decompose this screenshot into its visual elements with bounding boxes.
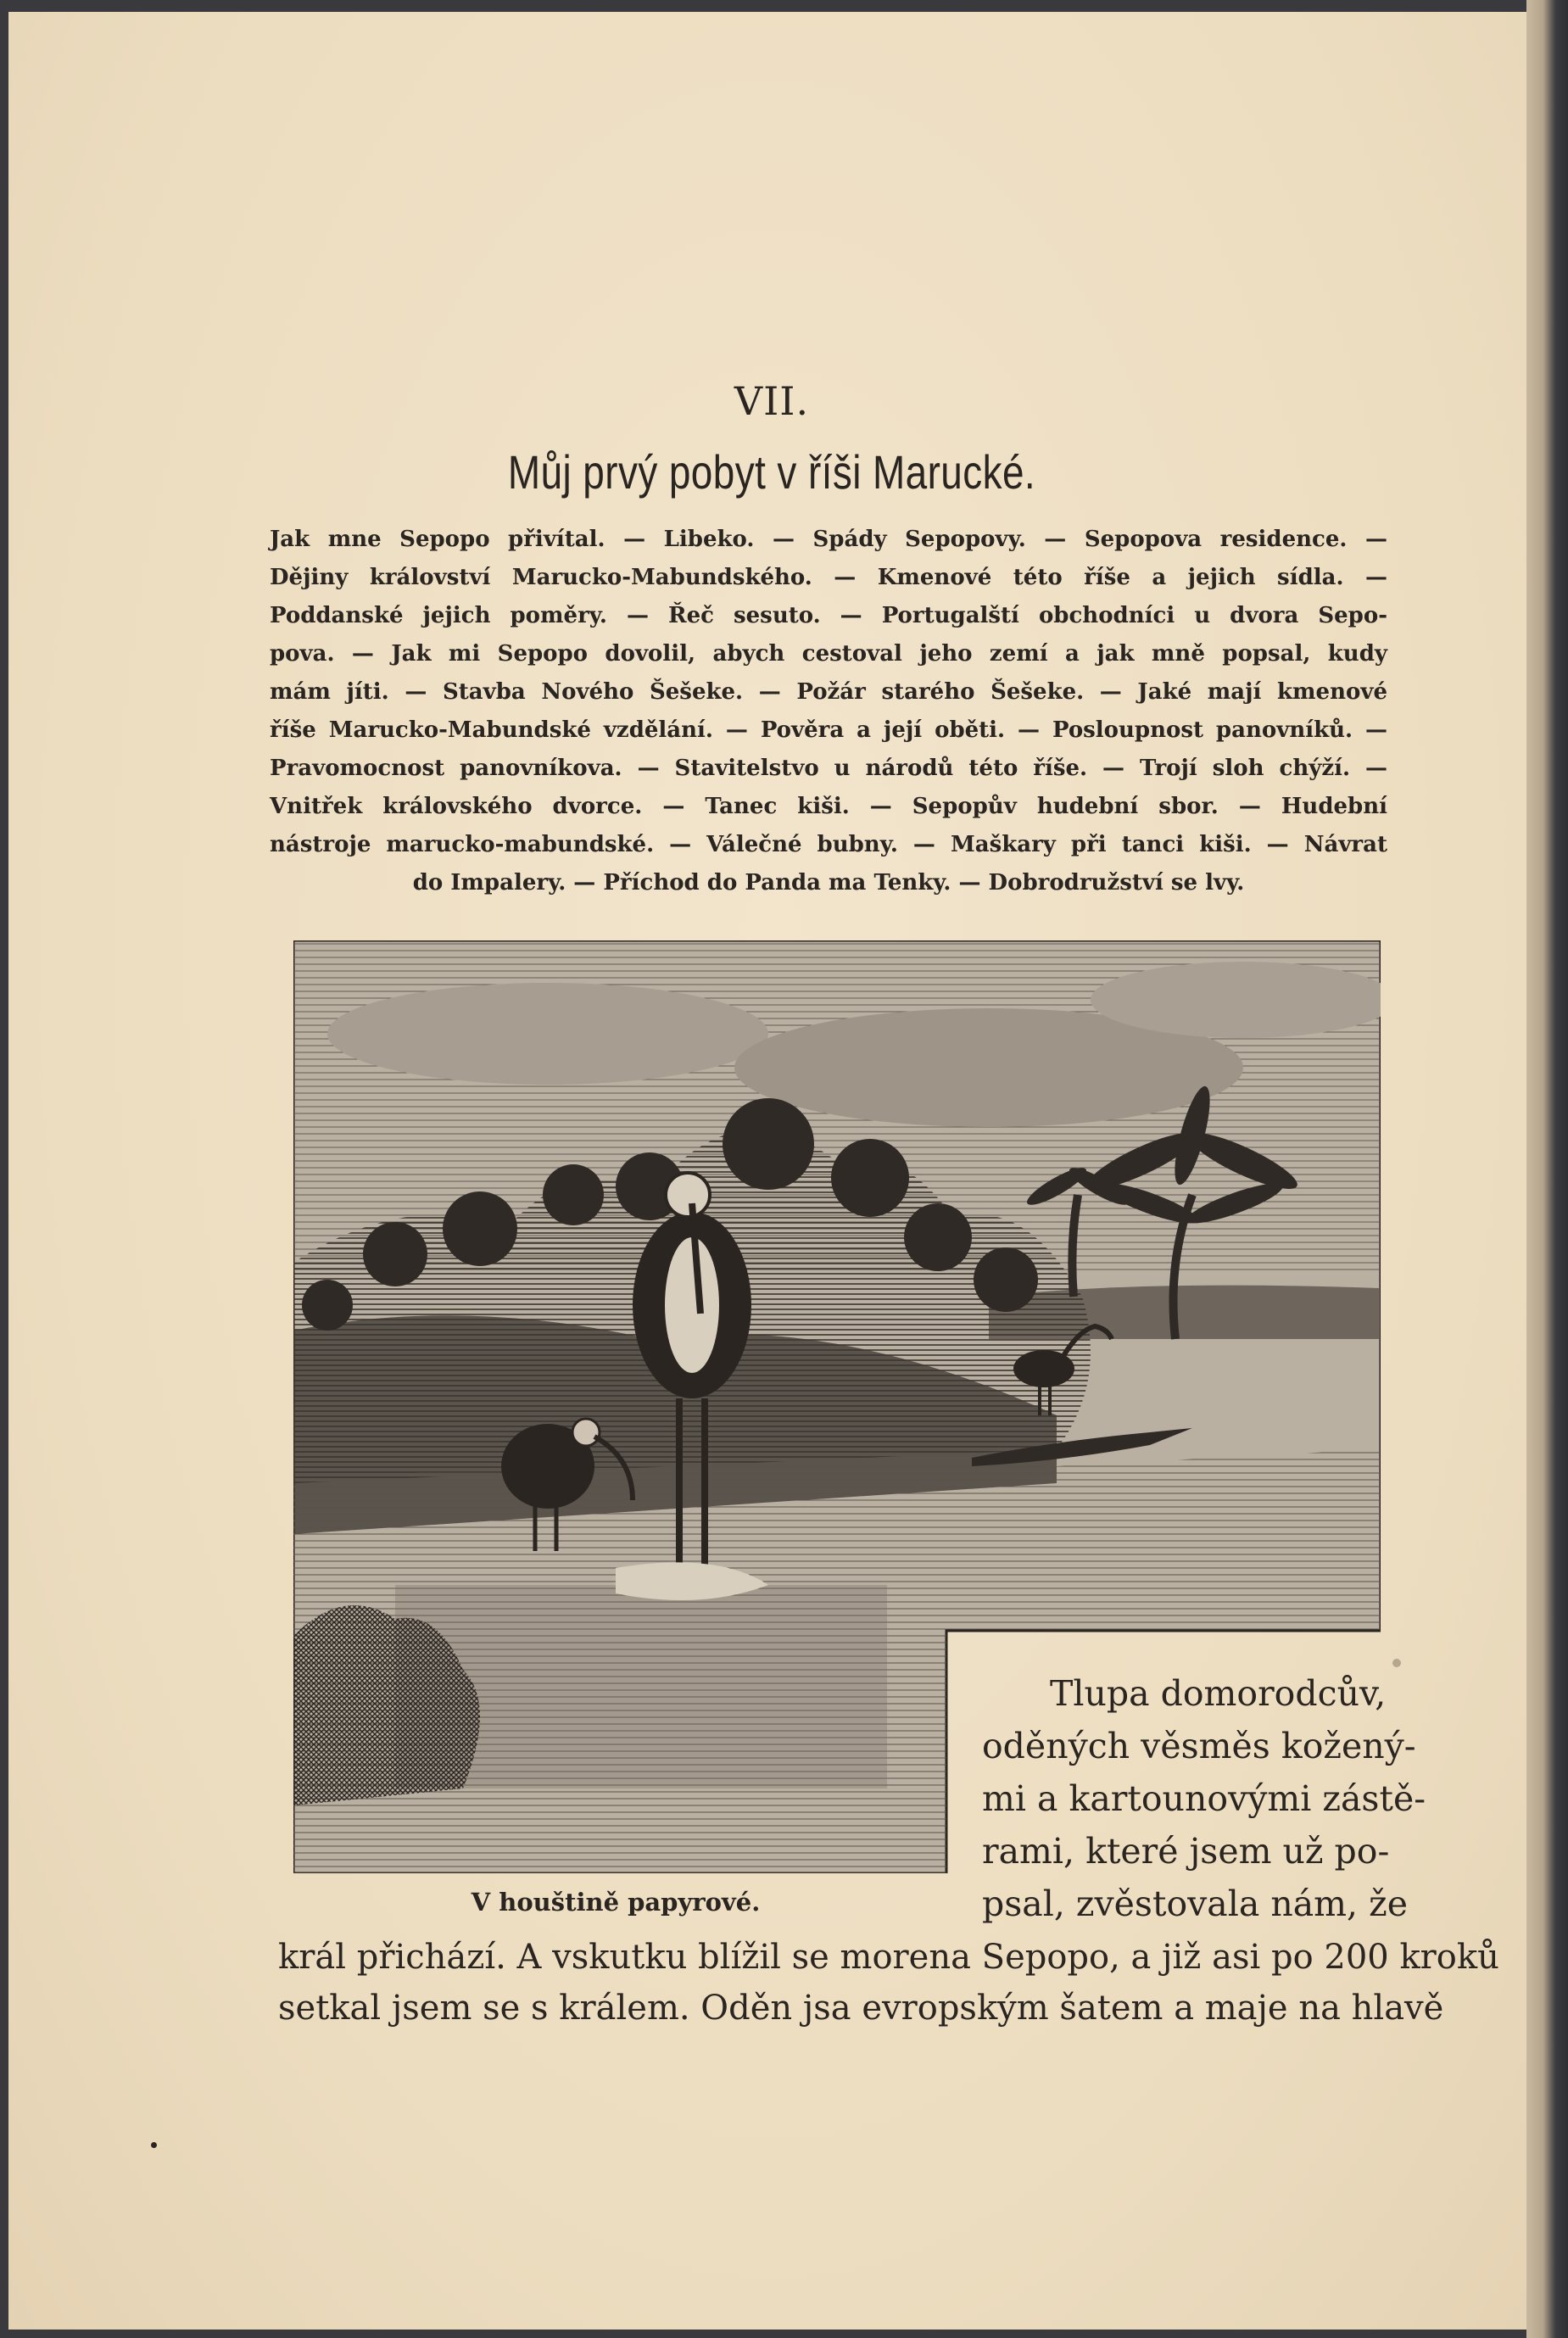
summary-line: Poddanské jejich poměry. — Řeč sesuto. — Portugalští obchodníci u dvora Sepo- [270, 603, 1387, 628]
text-line: psal, zvěstovala nám, že [982, 1883, 1408, 1924]
chapter-title: Můj prvý pobyt v říši Marucké. [507, 445, 1036, 499]
book-gutter [1526, 0, 1568, 2338]
wrapped-paragraph [982, 1667, 1426, 1930]
text-line: Tlupa domorodcův, [1050, 1673, 1387, 1714]
text-line: král přichází. A vskutku blížil se morena Sepopo, a již asi po 200 kroků [278, 1938, 1499, 1977]
summary-line: mám jíti. — Stavba Nového Šešeke. — Požár starého Šešeke. — Jaké mají kmenové [270, 679, 1387, 705]
cloud [327, 983, 768, 1085]
summary-line: Pravomocnost panovníkova. — Stavitelstvo u národů této říše. — Trojí sloh chýží. — [270, 756, 1387, 781]
summary-line: Dějiny království Marucko-Mabundského. — Kmenové této říše a jejich sídla. — [270, 565, 1387, 590]
chapter-summary [270, 521, 1387, 902]
text-line: rami, které jsem už po- [982, 1831, 1390, 1872]
text-line: mi a kartounovými zástě- [982, 1778, 1426, 1819]
ink-speck [151, 2142, 157, 2148]
figure-caption: V houštině papyrové. [471, 1888, 761, 1917]
book-page [8, 12, 1535, 2330]
chapter-number: VII. [734, 378, 810, 424]
text-line: oděných věsměs kožený- [982, 1726, 1416, 1766]
paper-speck [1392, 1659, 1401, 1667]
summary-line: Vnitřek královského dvorce. — Tanec kiši. — Sepopův hudební sbor. — Hudební [270, 794, 1387, 819]
text-line: setkal jsem se s králem. Oděn jsa evropským šatem a maje na hlavě [278, 1989, 1444, 2028]
summary-line: pova. — Jak mi Sepopo dovolil, abych cestoval jeho zemí a jak mně popsal, kudy [270, 641, 1387, 667]
summary-line: Jak mne Sepopo přivítal. — Libeko. — Spády Sepopovy. — Sepopova residence. — [270, 527, 1387, 552]
summary-line: nástroje marucko-mabundské. — Válečné bubny. — Maškary při tanci kiši. — Návrat [270, 832, 1387, 857]
summary-line: do Impalery. — Příchod do Panda ma Tenky. — Dobrodružství se lvy. [412, 870, 1245, 896]
summary-line: říše Marucko-Mabundské vzdělání. — Pověra a její oběti. — Posloupnost panovníků. — [270, 717, 1387, 743]
body-paragraph [278, 1932, 1499, 2034]
